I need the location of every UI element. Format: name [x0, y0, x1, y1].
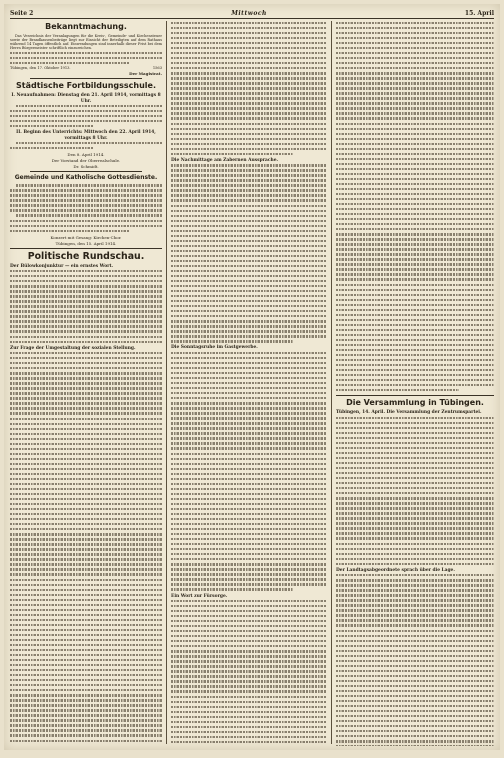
article-body	[10, 270, 162, 345]
divider	[30, 78, 142, 79]
notice-date-line: Tübingen, den 17. Oktober 1913. 1563	[10, 65, 162, 70]
notice-office: Der Vorstand der Oberrealschule.	[51, 158, 121, 164]
article-body	[10, 105, 162, 129]
article-body	[10, 352, 162, 744]
article-body	[171, 352, 327, 593]
notice-date: Den 8. April 1914.	[67, 152, 105, 158]
notice-signature: Konzert mit Gesang: Kirchen-Chor.	[50, 234, 122, 240]
notice-signature: Dr. Schmidt.	[73, 164, 99, 170]
notice-signature: Der Magistrat.	[129, 71, 162, 77]
article-body	[10, 142, 162, 151]
section-subheading: Die Sonntagsruhe im Gastgewerbe.	[171, 345, 258, 351]
gottesdienste-heading: Gemeinde und Katholische Gottesdienste.	[14, 174, 158, 182]
article-body	[336, 417, 494, 567]
section-subheading: Der Landtagsabgeordnete sprach über die Lage.	[336, 567, 455, 573]
column-rule	[166, 21, 167, 744]
article-body	[171, 22, 327, 157]
column-2	[171, 21, 327, 746]
column-rule	[331, 21, 332, 744]
section-subheading: Der Bülowkonjunktur — ein ernstes Wort.	[10, 263, 114, 269]
article-body	[171, 600, 327, 746]
bekanntmachung-text: Das Verzeichnis der Veranlagungen für die Kreis-, Gemeinde- und Kirchensteuer sowie der Brandkassenbeiträge liegt zur Einsicht der Beteiligten auf dem Rathaus während 14 Tagen öffentlich auf. Einwendungen sind innerhalb dieser Frist bei dem Herrn Bürgermeister schriftlich einzureichen.	[10, 34, 162, 51]
article-body	[171, 164, 327, 344]
versammlung-heading: Die Versammlung in Tübingen.	[346, 398, 484, 408]
section-subheading: II. Beginn des Unterrichts: Mittwoch den 22. April 1914, vormittags 8 Uhr.	[16, 130, 156, 141]
section-subheading: Zur Frage der Umgestaltung der sozialen Stellung.	[10, 345, 136, 351]
newspaper-page	[4, 4, 500, 750]
page-number: Seite 2	[10, 9, 34, 17]
weekday: Mittwoch	[231, 9, 267, 17]
section-subheading: Die Nachmittage am Zabernen Aussprache.	[171, 157, 279, 163]
column-3	[336, 21, 494, 746]
article-body	[336, 574, 494, 746]
article-body	[336, 22, 494, 393]
divider	[336, 395, 494, 396]
notice-date: Tübingen, den 15. April 1914.	[55, 240, 117, 246]
section-subheading: Tübingen, 14. April. Die Versammlung der Zentrumspartei.	[336, 410, 482, 416]
article-body	[10, 184, 162, 233]
article-body	[10, 52, 162, 66]
bekanntmachung-heading: Bekanntmachung.	[45, 22, 127, 31]
page-date: 15. April	[464, 9, 494, 17]
section-subheading: Ein Wort zur Fürsorge.	[171, 593, 228, 599]
page-header	[10, 8, 494, 19]
column-1	[10, 21, 162, 746]
divider	[30, 171, 142, 172]
section-subheading: I. Neuaufnahmen: Dienstag den 21. April 1914, vormittags 8 Uhr.	[11, 93, 161, 104]
divider	[10, 248, 162, 249]
fortbildungsschule-heading: Städtische Fortbildungsschule.	[15, 81, 156, 91]
politische-rundschau-heading: Politische Rundschau.	[27, 250, 145, 262]
